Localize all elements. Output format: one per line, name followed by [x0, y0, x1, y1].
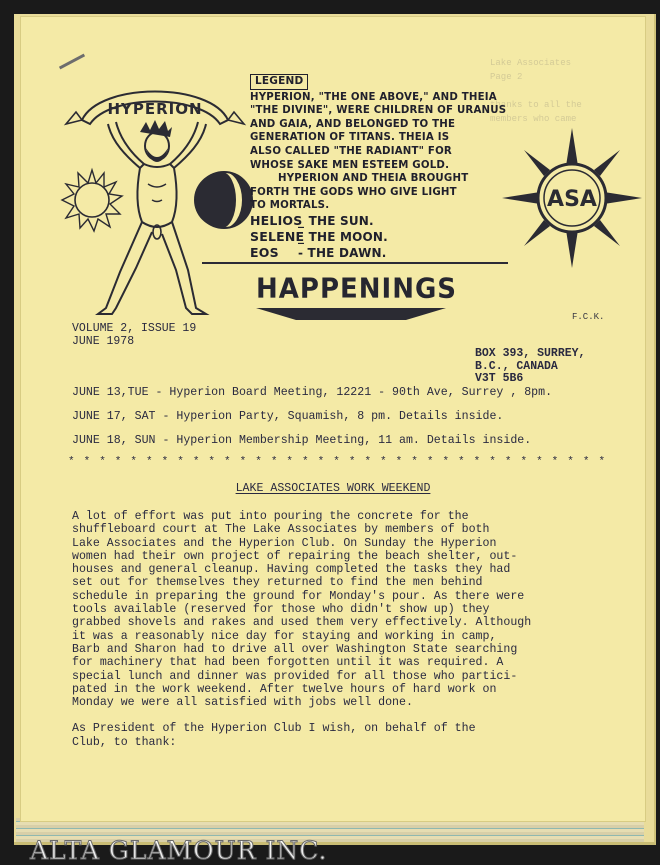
staple: [59, 54, 85, 70]
article-line: Barb and Sharon had to drive all over Washington State searching: [72, 642, 518, 656]
hyperion-banner-text: HYPERION: [107, 100, 203, 118]
issue-date: JUNE 1978: [72, 335, 135, 348]
legend-god-selene: SELENE_ THE MOON.: [250, 228, 388, 244]
address-line: B.C., CANADA: [475, 359, 558, 373]
legend-line: ALSO CALLED "THE RADIANT" FOR: [250, 145, 452, 157]
hyperion-illustration: [60, 72, 260, 322]
article-heading: LAKE ASSOCIATES WORK WEEKEND: [235, 482, 431, 495]
article-line: pated in the work weekend. After twelve hours of hard work on: [72, 682, 497, 696]
address-line: BOX 393, SURREY,: [475, 347, 586, 360]
star-separator: * * * * * * * * * * * * * * * * * * * * * * * * * * * * * * * * * * *: [68, 456, 607, 468]
legend-line: AND GAIA, AND BELONGED TO THE: [250, 118, 456, 130]
legend-title: LEGEND: [250, 74, 308, 90]
legend-line: GENERATION OF TITANS. THEIA IS: [250, 132, 450, 144]
event-item: JUNE 13,TUE - Hyperion Board Meeting, 12221 - 90th Ave, Surrey , 8pm.: [72, 386, 553, 399]
legend-box: [250, 74, 540, 261]
initials: F.C.K.: [572, 312, 605, 322]
article-line: it was a reasonably nice day for staying and working in camp,: [72, 629, 497, 643]
article-body: [72, 510, 592, 749]
legend-line: "THE DIVINE", WERE CHILDREN OF URANUS: [250, 105, 507, 117]
article-line: Club, to thank:: [72, 735, 177, 749]
article-paragraph: [72, 510, 592, 709]
newsletter-page: [20, 16, 646, 865]
watermark: ALTA GLAMOUR INC.: [30, 836, 328, 865]
article-line: Monday we were all satisfied with jobs well done.: [72, 696, 413, 710]
address-line: V3T 5B6: [475, 372, 524, 385]
article-line: for machinery that had been forgotten until it was required. A: [72, 656, 504, 670]
article-line: schedule in preparing the ground for Monday's pour. As there were: [72, 589, 525, 603]
newsletter-title: HAPPENINGS: [256, 273, 458, 305]
sun-icon: [62, 170, 122, 231]
legend-line: HYPERION, "THE ONE ABOVE," AND THEIA: [250, 91, 497, 103]
legend-god-helios: HELIOS_ THE SUN.: [250, 212, 374, 228]
legend-line: FORTH THE GODS WHO GIVE LIGHT: [250, 186, 457, 198]
article-line: set out for themselves they returned to find the men behind: [72, 576, 483, 590]
asa-seal-icon: [502, 128, 642, 268]
article-line: houses and general cleanup. Having completed the tasks they had: [72, 563, 511, 577]
volume-issue: VOLUME 2, ISSUE 19: [72, 322, 197, 335]
article-line: tools available (reserved for those who didn't show up) they: [72, 603, 490, 617]
legend-divider: [202, 262, 508, 264]
mailing-address: [475, 348, 585, 386]
article-line: As President of the Hyperion Club I wish, on behalf of the: [72, 722, 476, 736]
event-item: JUNE 18, SUN - Hyperion Membership Meeting, 11 am. Details inside.: [72, 434, 532, 447]
article-paragraph: [72, 722, 592, 749]
article-line: Lake Associates and the Hyperion Club. On Sunday the Hyperion: [72, 536, 497, 550]
article-line: shuffleboard court at The Lake Associates by members of both: [72, 523, 490, 537]
title-underline-arrow: [256, 304, 446, 322]
article-line: A lot of effort was put into pouring the concrete for the: [72, 510, 469, 523]
article-line: women had their own project of repairing the beach shelter, out-: [72, 549, 518, 563]
legend-line: TO MORTALS.: [250, 200, 330, 212]
legend-line: WHOSE SAKE MEN ESTEEM GOLD.: [250, 159, 450, 171]
article-line: special lunch and dinner was provided for all those who partici-: [72, 669, 518, 683]
legend-line: HYPERION AND THEIA BROUGHT: [278, 173, 469, 185]
issue-info: [72, 322, 196, 348]
asa-seal-text: ASA: [547, 187, 597, 212]
article-line: grabbed shovels and rakes and used them very effectively. Although: [72, 616, 532, 630]
event-list: [72, 386, 552, 458]
show-through-text: Lake Associates Page 2 thanks to all the members who came: [490, 58, 582, 124]
event-item: JUNE 17, SAT - Hyperion Party, Squamish, 8 pm. Details inside.: [72, 410, 504, 423]
moon-icon: [194, 172, 252, 228]
legend-god-eos: EOS - THE DAWN.: [250, 244, 387, 260]
